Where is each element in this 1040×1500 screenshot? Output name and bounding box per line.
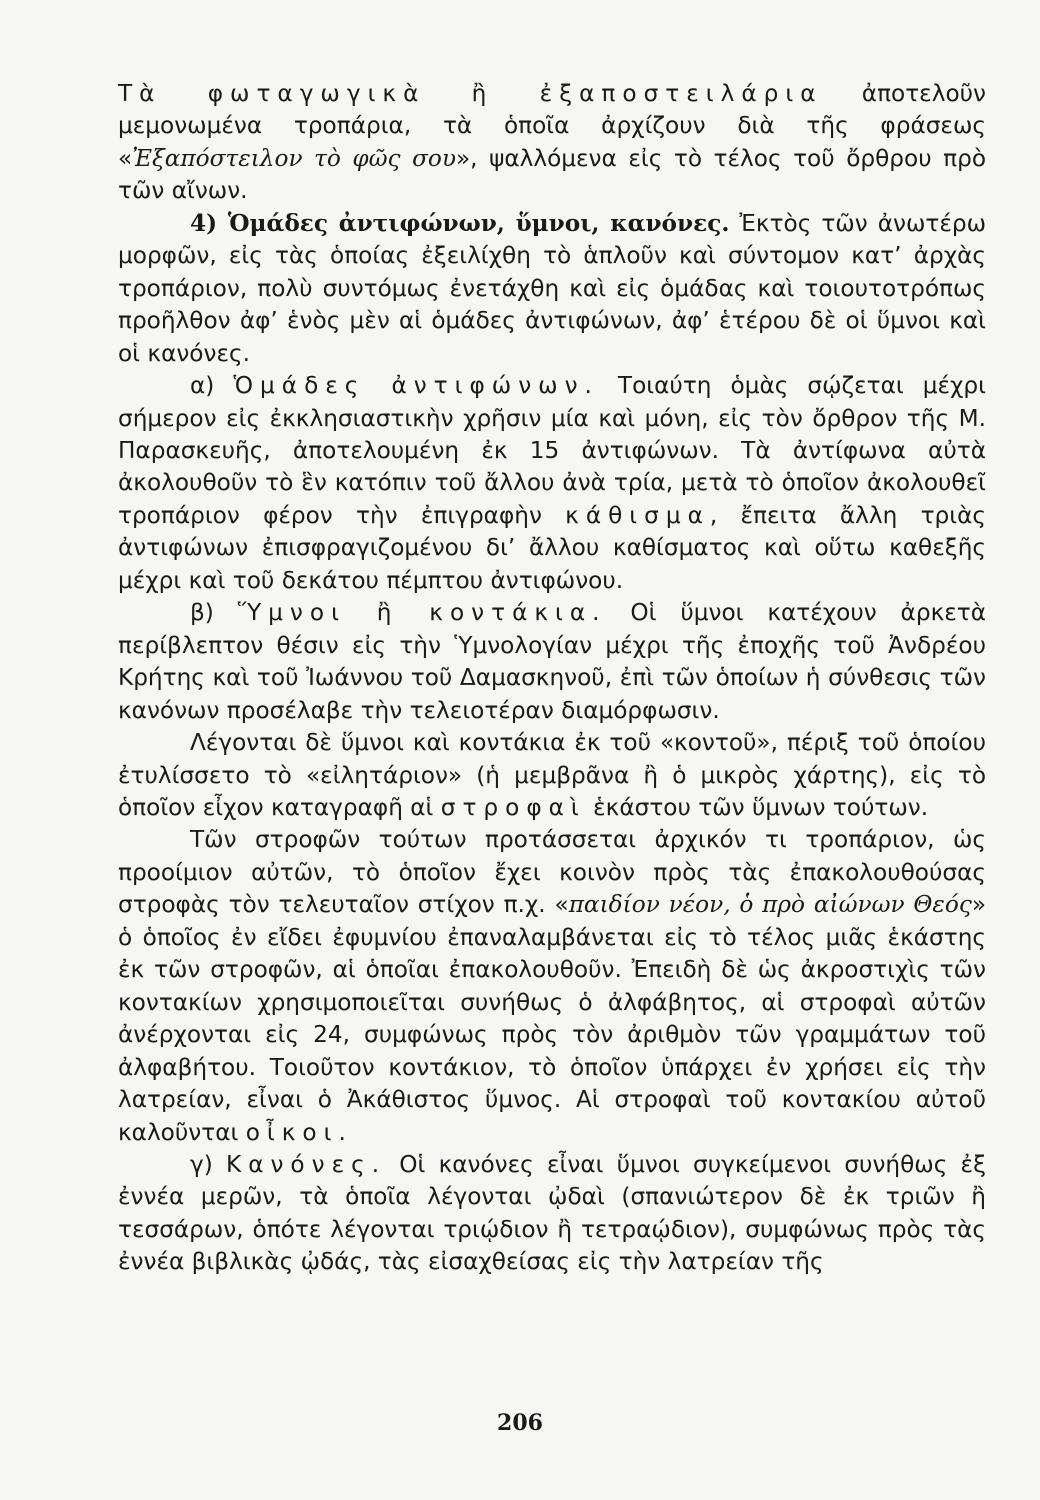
paragraph-canons xyxy=(118,1149,986,1279)
paragraph-kontakia-origin xyxy=(118,727,986,824)
spaced-term: Ὁμάδες ἀντιφώνων. xyxy=(233,372,599,400)
subsection-marker: α) xyxy=(190,372,234,400)
text-run: ἀποτελοῦν μεμονωμένα τροπάρια, τὰ ὁποῖα ἀρχίζουν διὰ τῆς φράσεως « xyxy=(118,80,986,172)
paragraph-hymns xyxy=(118,597,986,727)
text-run: Τῶν στροφῶν τούτων προτάσσεται ἀρχικόν τι τροπάριον, ὡς προοίμιον αὐτῶν, τὸ ὁποῖον ἔχει κοινὸν πρὸς τὰς ἐπακολουθούσας στροφὰς τὸν τελευταῖον στίχον π.χ. « xyxy=(118,826,986,919)
paragraph-antiphons xyxy=(118,370,986,597)
subsection-marker: γ) xyxy=(190,1150,226,1178)
section-heading: 4) Ὁμάδες ἀντιφώνων, ὕμνοι, κανόνες. xyxy=(190,209,730,237)
text-run: . xyxy=(338,1118,346,1146)
subsection-marker: β) xyxy=(190,599,238,627)
text-run: Οἱ κανόνες εἶναι ὕμνοι συγκείμενοι συνήθως ἐξ ἐννέα μερῶν, τὰ ὁποῖα λέγονται ᾠδαὶ (σπανιώτερον δὲ ἐκ τριῶν ἢ τεσσάρων, ὁπότε λέγονται τριῴδιον ἢ τετραῴδιον), συμφώνως πρὸς τὰς ἐννέα βιβλικὰς ᾠδάς, τὰς εἰσαχθείσας εἰς τὴν λατρείαν τῆς xyxy=(118,1150,986,1276)
text-run: Τοιαύτη ὁμὰς σῴζεται μέχρι σήμερον εἰς ἐκκλησιαστικὴν χρῆσιν μία καὶ μόνη, εἰς τὸν ὄρθρον τῆς Μ. Παρασκευῆς, ἀποτελουμένη ἐκ 15 ἀντιφώνων. Τὰ ἀντίφωνα αὐτὰ ἀκολουθοῦν τὸ ἓν κατόπιν τοῦ ἄλλου ἀνὰ τρία, μετὰ τὸ ὁποῖον ἀκολουθεῖ τροπάριον φέρον τὴν ἐπιγραφὴν xyxy=(118,372,987,529)
spaced-term: κάθισμα xyxy=(565,501,710,529)
text-run: ἑκάστου τῶν ὕμνων τούτων. xyxy=(585,793,929,821)
body-text xyxy=(118,78,986,1279)
text-run: Ἐκτὸς τῶν ἀνωτέρω μορφῶν, εἰς τὰς ὁποίας ἐξειλίχθη τὸ ἁπλοῦν καὶ σύντομον κατ’ ἀρχὰς τροπάριον, πολὺ συντόμως ἐνετάχθη καὶ εἰς ὁμάδας καὶ τοιουτοτρόπως προῆλθον ἀφ’ ἑνὸς μὲν αἱ ὁμάδες ἀντιφώνων, ἀφ’ ἑτέρου δὲ οἱ ὕμνοι καὶ οἱ κανόνες. xyxy=(118,209,986,367)
spaced-term: οἶκοι xyxy=(245,1118,339,1146)
text-run: Λέγονται δὲ ὕμνοι καὶ κοντάκια ἐκ τοῦ «κοντοῦ», πέριξ τοῦ ὁποίου ἐτυλίσσετο τὸ «εἰλητάριον» (ἡ μεμβρᾶνα ἢ ὁ μικρὸς χάρτης), εἰς τὸ ὁποῖον εἶχον καταγραφῆ αἱ xyxy=(118,729,986,821)
paragraph-strophes xyxy=(118,824,986,1149)
text-run: » ὁ ὁποῖος ἐν εἴδει ἐφυμνίου ἐπαναλαμβάνεται εἰς τὸ τέλος μιᾶς ἑκάστης ἐκ τῶν στροφῶν, αἱ ὁποῖαι ἐπακολουθοῦν. Ἐπειδὴ δὲ ὡς ἀκροστιχὶς τῶν κοντακίων χρησιμοποιεῖται συνήθως ὁ ἀλφάβητος, αἱ στροφαὶ αὐτῶν ἀνέρχονται εἰς 24, συμφώνως πρὸς τὸν ἀριθμὸν τῶν γραμμάτων τοῦ ἀλφαβήτου. Τοιοῦτον κοντάκιον, τὸ ὁποῖον ὑπάρχει ἐν χρήσει εἰς τὴν λατρείαν, εἶναι ὁ Ἀκάθιστος ὕμνος. Αἱ στροφαὶ τοῦ κοντακίου αὐτοῦ καλοῦνται xyxy=(118,891,986,1146)
page-number: 206 xyxy=(497,1410,543,1436)
text-run: , ἔπειτα ἄλλη τριὰς ἀντιφώνων ἐπισφραγιζομένου δι’ ἄλλου καθίσματος καὶ οὕτω καθεξῆς μέχρι καὶ τοῦ δεκάτου πέμπτου ἀντιφώνου. xyxy=(118,501,986,594)
spaced-term: Τὰ φωταγωγικὰ ἢ ἐξαποστειλάρια xyxy=(118,80,823,107)
paragraph-section-4 xyxy=(118,208,986,370)
paragraph-photagogika xyxy=(118,78,986,208)
text-run: », ψαλλόμενα εἰς τὸ τέλος τοῦ ὄρθρου πρὸ τῶν αἴνων. xyxy=(118,144,987,205)
italic-quote: Ἐξαπόστειλον τὸ φῶς σου xyxy=(132,144,456,172)
spaced-term: στροφαὶ xyxy=(440,793,586,821)
italic-quote: παιδίον νέον, ὁ πρὸ αἰώνων Θεός xyxy=(568,891,972,919)
spaced-term: Κανόνες. xyxy=(225,1150,387,1178)
spaced-term: Ὕμνοι ἢ κοντάκια. xyxy=(237,599,607,627)
text-run: Οἱ ὕμνοι κατέχουν ἀρκετὰ περίβλεπτον θέσιν εἰς τὴν Ὑμνολογίαν μέχρι τῆς ἐποχῆς τοῦ Ἀνδρέου Κρήτης καὶ τοῦ Ἰωάννου τοῦ Δαμασκηνοῦ, ἐπὶ τῶν ὁποίων ἡ σύνθεσις τῶν κανόνων προσέλαβε τὴν τελειοτέραν διαμόρφωσιν. xyxy=(118,599,987,724)
